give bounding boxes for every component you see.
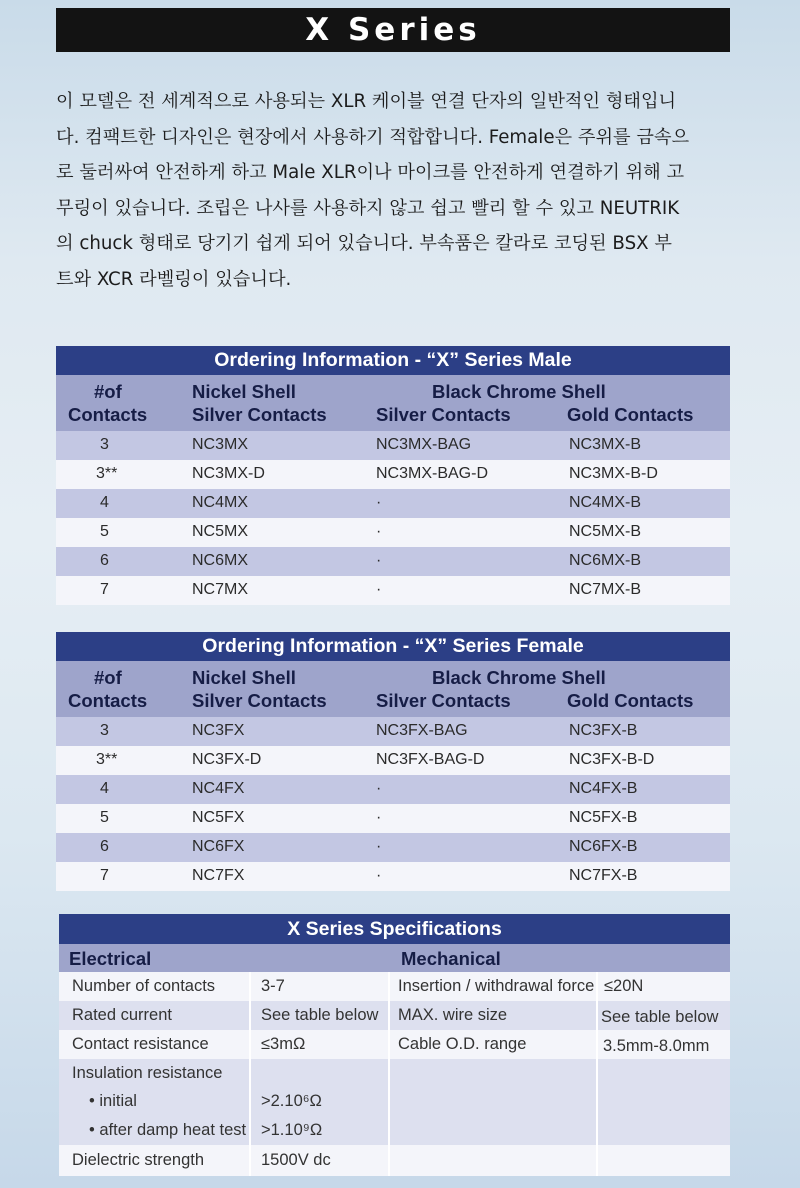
- intro-line: 다. 컴팩트한 디자인은 현장에서 사용하기 적합합니다. Female은 주위를 금속으: [56, 126, 690, 148]
- col-nickel-line2: Silver Contacts: [192, 404, 327, 425]
- col-contacts-line1: #of: [94, 381, 122, 402]
- col-nickel-line1: Nickel Shell: [192, 667, 296, 688]
- spec-value: See table below: [601, 1008, 719, 1026]
- spec-value: 1500V dc: [261, 1151, 331, 1169]
- cell-gold: NC3MX-B: [569, 436, 642, 453]
- male-table-title: Ordering Information - “X” Series Male: [56, 346, 730, 375]
- cell-contacts: 3: [100, 436, 109, 453]
- page-title: X Series: [305, 12, 481, 48]
- electrical-heading: Electrical: [69, 948, 152, 969]
- cell-contacts: 6: [100, 552, 109, 569]
- cell-silver: ·: [376, 494, 382, 511]
- cell-nickel: NC5MX: [192, 523, 249, 540]
- table-row: [56, 804, 730, 833]
- cell-gold: NC6MX-B: [569, 552, 642, 569]
- cell-contacts: 6: [100, 838, 109, 855]
- spec-value: ≤3mΩ: [261, 1035, 306, 1053]
- spec-label: • after damp heat test: [89, 1121, 247, 1139]
- cell-silver: ·: [376, 809, 382, 826]
- col-silver-contacts: Silver Contacts: [376, 404, 511, 425]
- cell-silver: NC3FX-BAG-D: [376, 751, 485, 768]
- table-row: [56, 775, 730, 804]
- male-table-column-headers: [56, 375, 730, 431]
- col-nickel-line2: Silver Contacts: [192, 690, 327, 711]
- spec-label: Contact resistance: [72, 1035, 209, 1053]
- cell-nickel: NC5FX: [192, 809, 245, 826]
- col-silver-contacts: Silver Contacts: [376, 690, 511, 711]
- cell-gold: NC4MX-B: [569, 494, 642, 511]
- table-row: [56, 489, 730, 518]
- spec-value: >1.10⁹Ω: [261, 1121, 323, 1139]
- female-ordering-table: [56, 632, 730, 891]
- female-table-column-headers: [56, 661, 730, 717]
- spec-label: Insertion / withdrawal force: [398, 977, 595, 995]
- spec-label: Rated current: [72, 1006, 172, 1024]
- specifications-body: [59, 972, 730, 1176]
- column-divider: [388, 972, 390, 1176]
- spec-label: Cable O.D. range: [398, 1035, 527, 1053]
- cell-contacts: 7: [100, 581, 109, 598]
- spec-label: MAX. wire size: [398, 1006, 508, 1024]
- cell-silver: ·: [376, 552, 382, 569]
- spec-value: 3.5mm-8.0mm: [603, 1037, 710, 1055]
- cell-gold: NC7MX-B: [569, 581, 642, 598]
- col-black-chrome: Black Chrome Shell: [432, 381, 606, 402]
- intro-line: 무링이 있습니다. 조립은 나사를 사용하지 않고 쉽고 빨리 할 수 있고 NEUTRIK: [56, 197, 680, 219]
- cell-contacts: 5: [100, 809, 109, 826]
- cell-nickel: NC3MX: [192, 436, 249, 453]
- table-row: [56, 460, 730, 489]
- cell-nickel: NC4MX: [192, 494, 249, 511]
- col-nickel-line1: Nickel Shell: [192, 381, 296, 402]
- cell-silver: ·: [376, 581, 382, 598]
- cell-gold: NC4FX-B: [569, 780, 638, 797]
- page-title-bar: [56, 8, 730, 52]
- table-row: [56, 862, 730, 891]
- col-gold-contacts: Gold Contacts: [567, 690, 694, 711]
- col-gold-contacts: Gold Contacts: [567, 404, 694, 425]
- col-contacts-line2: Contacts: [68, 690, 148, 711]
- cell-gold: NC5MX-B: [569, 523, 642, 540]
- table-row: [56, 547, 730, 576]
- cell-silver: NC3MX-BAG-D: [376, 465, 489, 482]
- col-black-chrome: Black Chrome Shell: [432, 667, 606, 688]
- cell-gold: NC7FX-B: [569, 867, 638, 884]
- cell-silver: ·: [376, 523, 382, 540]
- cell-silver: ·: [376, 838, 382, 855]
- spec-label: Number of contacts: [72, 977, 216, 995]
- cell-silver: NC3FX-BAG: [376, 722, 468, 739]
- table-row: [56, 746, 730, 775]
- intro-line: 의 chuck 형태로 당기기 쉽게 되어 있습니다. 부속품은 칼라로 코딩된 BSX 부: [56, 233, 672, 254]
- cell-nickel: NC6MX: [192, 552, 249, 569]
- cell-contacts: 4: [100, 780, 109, 797]
- cell-contacts: 3**: [96, 465, 118, 482]
- cell-gold: NC6FX-B: [569, 838, 638, 855]
- spec-label: Dielectric strength: [72, 1151, 205, 1169]
- cell-nickel: NC3MX-D: [192, 465, 265, 482]
- col-contacts-line2: Contacts: [68, 404, 148, 425]
- spec-value: >2.10⁶Ω: [261, 1092, 322, 1110]
- table-row: [56, 518, 730, 547]
- cell-contacts: 3: [100, 722, 109, 739]
- cell-nickel: NC6FX: [192, 838, 245, 855]
- column-divider: [596, 972, 598, 1176]
- specifications-subheader: [59, 944, 730, 972]
- intro-line: 이 모델은 전 세계적으로 사용되는 XLR 케이블 연결 단자의 일반적인 형태입니: [56, 91, 677, 112]
- male-ordering-table: [56, 346, 730, 605]
- spec-value: 3-7: [261, 977, 285, 995]
- table-row: [56, 431, 730, 460]
- spec-value: See table below: [261, 1006, 379, 1024]
- specifications-title: X Series Specifications: [59, 914, 730, 944]
- cell-contacts: 3**: [96, 751, 118, 768]
- cell-nickel: NC4FX: [192, 780, 245, 797]
- cell-silver: ·: [376, 867, 382, 884]
- spec-value: ≤20N: [604, 977, 644, 995]
- cell-nickel: NC7FX: [192, 867, 245, 884]
- specifications-table: [59, 914, 730, 1176]
- cell-silver: NC3MX-BAG: [376, 436, 472, 453]
- cell-gold: NC3FX-B-D: [569, 751, 655, 768]
- cell-nickel: NC3FX-D: [192, 751, 262, 768]
- column-divider: [249, 972, 251, 1176]
- cell-gold: NC5FX-B: [569, 809, 638, 826]
- intro-line: 로 둘러싸여 안전하게 하고 Male XLR이나 마이크를 안전하게 연결하기 위해 고: [56, 162, 685, 183]
- spec-label: Insulation resistance: [72, 1064, 223, 1082]
- cell-gold: NC3FX-B: [569, 722, 638, 739]
- cell-silver: ·: [376, 780, 382, 797]
- intro-paragraph: [56, 84, 736, 297]
- female-table-title: Ordering Information - “X” Series Female: [56, 632, 730, 661]
- table-row: [56, 576, 730, 605]
- spec-label: • initial: [89, 1092, 137, 1110]
- cell-contacts: 7: [100, 867, 109, 884]
- table-row: [56, 717, 730, 746]
- cell-nickel: NC7MX: [192, 581, 249, 598]
- table-row: [56, 833, 730, 862]
- cell-gold: NC3MX-B-D: [569, 465, 658, 482]
- cell-contacts: 4: [100, 494, 109, 511]
- cell-contacts: 5: [100, 523, 109, 540]
- cell-nickel: NC3FX: [192, 722, 245, 739]
- mechanical-heading: Mechanical: [401, 948, 501, 969]
- intro-line: 트와 XCR 라벨링이 있습니다.: [56, 268, 292, 290]
- col-contacts-line1: #of: [94, 667, 122, 688]
